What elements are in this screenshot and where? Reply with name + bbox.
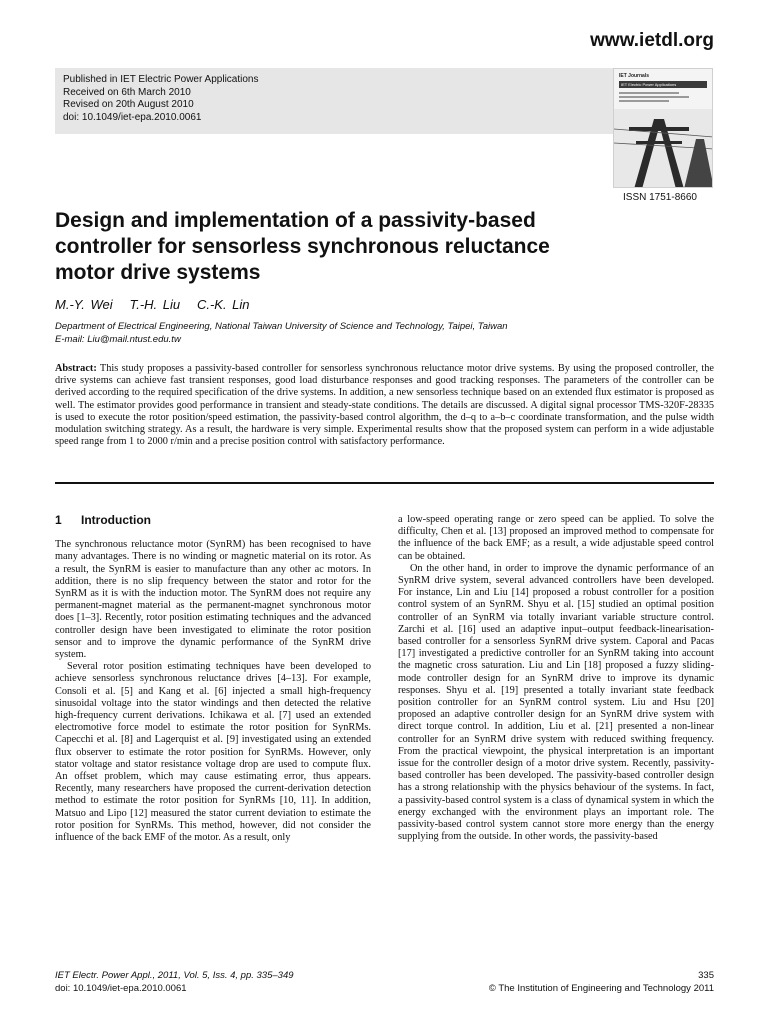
abstract-label: Abstract: xyxy=(55,363,97,374)
footer-citation xyxy=(55,970,294,995)
site-url[interactable]: www.ietdl.org xyxy=(590,30,714,51)
section-title: Introduction xyxy=(81,513,151,527)
footer-right xyxy=(489,970,714,995)
section-number: 1 xyxy=(55,513,62,527)
authors: M.-Y. Wei T.-H. Liu C.-K. Lin xyxy=(55,297,250,312)
right-column xyxy=(398,514,714,843)
cover-brand: IET Journals xyxy=(619,73,650,79)
cover-text-line xyxy=(619,96,689,98)
journal-line: Published in IET Electric Power Applications xyxy=(63,74,259,85)
paragraph: a low-speed operating range or zero speed can be applied. To solve the difficulty, Chen et al. [13] proposed an improved method to compensate for the influence of the back EMF; as a result, a wide adjustable speed control can be obtained. xyxy=(398,514,714,562)
affiliation-block xyxy=(55,321,508,346)
doi-line[interactable]: doi: 10.1049/iet-epa.2010.0061 xyxy=(63,111,202,123)
cover-journal-name: IET Electric Power Applications xyxy=(621,82,677,87)
cover-text-line xyxy=(619,92,679,94)
paragraph: Several rotor position estimating techniques have been developed to achieve sensorless synchronous reluctance drives [4–13]. For example, Consoli et al. [5] and Kang et al. [6] injected a small high-frequency sinusoidal voltage into the stator windings and then detected the relative high-frequency current derivations. Ichikawa et al. [7] used an extended electromotive force model to estimate the rotor position for SynRMs. Capecchi et al. [8] and Lagerquist et al. [9] investigated using an extended flux observer to estimate the rotor position for SynRMs. However, only stator voltage and stator resistance voltage drop are used to compute flux. An offset problem, which may cause estimating error, thus appears. Recently, many researchers have proposed the current-derivation detection method to estimate the rotor position for SynRMs [10, 11]. In addition, Matsuo and Lipo [12] measured the stator current deviation to estimate the rotor position for SynRMs. This method, however, did not consider the influence of the back EMF of the motor. As a result, only xyxy=(55,661,371,844)
paper-title xyxy=(55,208,695,286)
abstract xyxy=(55,363,714,448)
section-heading xyxy=(55,514,371,526)
power-pylon-graphic xyxy=(614,109,713,188)
paragraph: On the other hand, in order to improve the dynamic performance of an SynRM drive system, several advanced controllers have been developed. For instance, Lin and Liu [14] proposed a robust controller for a position control system of an SynRM. Shyu et al. [15] studied an optimal position controller of an SynRM via totally invariant variable structure control. Zarchi et al. [16] used an adaptive input–output feedback-linearisation-based controller for a sensorless SynRM drive system. Caporal and Pacas [17] investigated a predictive controller for an SynRM taking into account the magnetic cross saturation. Liu and Lin [18] proposed a fuzzy sliding-mode controller design for an SynRM drive to improve its dynamic responses. Shyu et al. [19] presented a totally invariant state feedback position controller for an SynRM control system. Liu and Hsu [20] proposed an adaptive controller design for an SynRM drive system with direct torque control. In addition, Liu et al. [21] presented a non-linear controller for an SynRM drive system with reduced swithing frequency. From the practical viewpoint, the physical interpretation is an important issue for the controller design of a motor drive system. Recently, passivity-based controller has been developed. The passivity-based controller design has a strong relationship with the physics behaviour of the systems. In fact, a passivity-based control system is a class of dynamical system in which the energy exchanged with the environment plays an important role. The passivity-based control system cannot store more energy than the energy supplying from the outside. In other words, the passivity-based xyxy=(398,562,714,843)
title-line: controller for sensorless synchronous reluctance xyxy=(55,235,550,258)
copyright: © The Institution of Engineering and Technology 2011 xyxy=(488,982,714,994)
footer-journal-citation: IET Electr. Power Appl., 2011, Vol. 5, Iss. 4, pp. 335–349 xyxy=(55,970,294,981)
title-line: Design and implementation of a passivity-based xyxy=(55,209,536,232)
issn: ISSN 1751-8660 xyxy=(623,192,697,203)
cover-title-bar xyxy=(619,81,707,88)
affiliation: Department of Electrical Engineering, National Taiwan University of Science and Technology, Taipei, Taiwan xyxy=(55,321,508,332)
received-date: Received on 6th March 2010 xyxy=(63,86,191,98)
section-divider xyxy=(55,482,714,484)
publication-info-box xyxy=(55,68,613,134)
paragraph: The synchronous reluctance motor (SynRM) has been recognised to have many advantages. There is no winding or magnetic material on its rotor. As a result, the SynRM is easier to manufacture than any other ac motors. In addition, there is no slip frequency between the stator and rotor for the SynRM as it is with the induction motor. The SynRM does not require any permanent-magnet material as the permanent-magnet synchronous motor does [1–3]. Recently, rotor position estimating techniques and the advanced controller design have been investigated to eliminate the rotor position sensor and to improve the dynamic performance of the SynRM drive system. xyxy=(55,539,371,661)
page-number: 335 xyxy=(698,970,714,981)
cover-text-line xyxy=(619,100,669,102)
title-line: motor drive systems xyxy=(55,261,261,284)
journal-cover-image xyxy=(613,68,713,188)
revised-date: Revised on 20th August 2010 xyxy=(63,99,194,110)
left-column xyxy=(55,514,371,844)
footer-doi[interactable]: doi: 10.1049/iet-epa.2010.0061 xyxy=(55,982,187,994)
abstract-text: This study proposes a passivity-based controller for sensorless synchronous reluctance motor drive systems. By using the proposed controller, the drive systems can achieve fast transient responses, good load disturbance responses and good tracking responses. The parameters of the controller can be derived according to the required specification of the drive systems. In addition, a new sensorless technique based on an extended flux estimator is proposed as well. The estimator provides good performance in transient and steady-state conditions. The details are discussed. A digital signal processor TMS-320F-28335 is used to execute the rotor position/speed estimation, the passivity-based control algorithm, the d–q to a–b–c coordinate transformation, and the pulse width modulation switching strategy. As a result, the hardware is very simple. Experimental results show that the proposed system can perform in a wide adjustable speed range from 1 to 2000 r/min and a precise position control with satisfactory performance. xyxy=(55,363,715,448)
email[interactable]: E-mail: Liu@mail.ntust.edu.tw xyxy=(55,333,181,345)
